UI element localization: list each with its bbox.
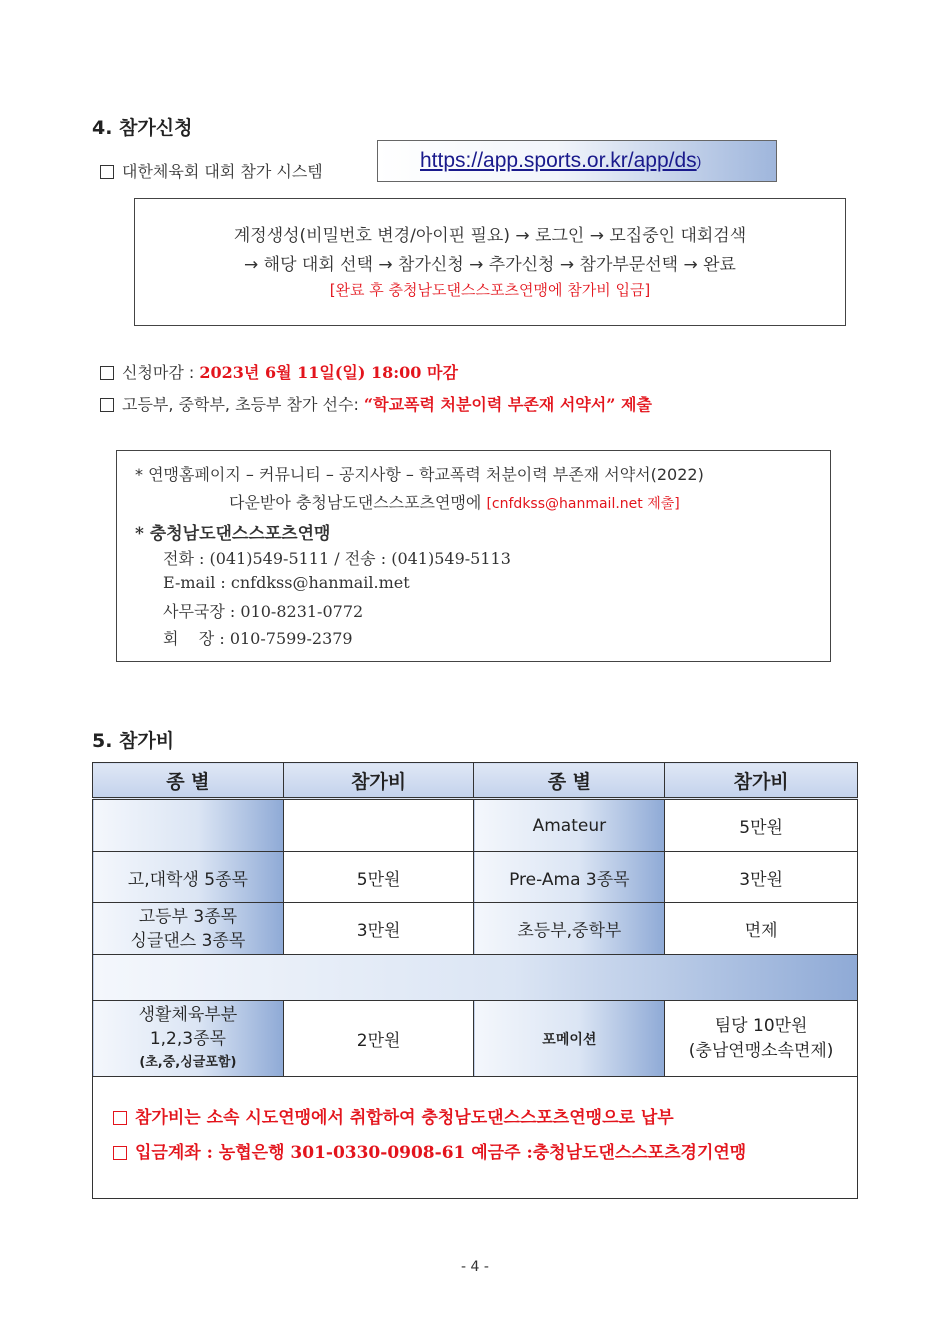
cell-line: 팀당 10만원 — [714, 1015, 808, 1036]
cell-category: 초등부,중학부 — [474, 903, 665, 955]
procedure-note: [완료 후 충청남도댄스스포츠연맹에 참가비 입금] — [329, 281, 651, 299]
cell-category: Amateur — [474, 799, 665, 852]
cell-category: 포메이션 — [474, 1001, 665, 1077]
deadline-line — [100, 360, 458, 383]
cell-line: (충남연맹소속면제) — [688, 1040, 834, 1061]
players-line — [100, 392, 652, 415]
players-value: “학교폭력 처분이력 부존재 서약서” 제출 — [363, 395, 652, 414]
cell-fee: 5만원 — [283, 852, 474, 903]
table-row — [93, 799, 858, 852]
procedure-line-2: → 해당 대회 선택 → 참가신청 → 추가신청 → 참가부문선택 → 완료 — [244, 255, 736, 275]
org-president: 회 장 : 010-7599-2379 — [163, 629, 353, 648]
checkbox-bullet-icon — [100, 165, 114, 179]
page-number: - 4 - — [461, 1259, 489, 1275]
table-notes-row — [93, 1077, 858, 1199]
fee-table — [92, 762, 858, 1199]
procedure-line-1: 계정생성(비밀번호 변경/아이핀 필요) → 로그인 → 모집중인 대회검색 — [233, 226, 747, 246]
cell-category: 고,대학생 5종목 — [93, 852, 284, 903]
procedure-box — [134, 198, 846, 326]
checkbox-bullet-icon — [113, 1111, 127, 1125]
section-5-title: 5. 참가비 — [92, 730, 175, 752]
table-row — [93, 852, 858, 903]
cell-line: 1,2,3종목 — [149, 1028, 226, 1049]
info-line-2-text: 다운받아 충청남도댄스스포츠연맹에 — [229, 493, 487, 512]
notes-cell — [93, 1077, 858, 1199]
cell-category: Pre-Ama 3종목 — [474, 852, 665, 903]
table-row — [93, 903, 858, 955]
cell-fee: 2만원 — [283, 1001, 474, 1077]
cell-line: 싱글댄스 3종목 — [130, 930, 246, 951]
cell-fee: 3만원 — [665, 852, 858, 903]
cell-fee: 면제 — [665, 903, 858, 955]
cell-category — [93, 903, 284, 955]
header-category-1: 종 별 — [93, 763, 284, 799]
deadline-value: 2023년 6월 11일(일) 18:00 마감 — [199, 363, 458, 382]
info-email-note: [cnfdkss@hanmail.net 제출] — [486, 496, 680, 512]
players-label: 고등부, 중학부, 초등부 참가 선수: — [122, 395, 364, 414]
checkbox-bullet-icon — [113, 1146, 127, 1160]
org-phone: 전화 : (041)549-5111 / 전송 : (041)549-5113 — [163, 549, 511, 568]
info-line-1: * 연맹홈페이지 – 커뮤니티 – 공지사항 – 학교폭력 처분이력 부존재 서약서(2022) — [135, 465, 704, 484]
header-fee-2: 참가비 — [665, 763, 858, 799]
cell-line: 생활체육부분 — [138, 1004, 238, 1025]
org-email: E-mail : cnfdkss@hanmail.met — [163, 573, 410, 592]
org-name: * 충청남도댄스스포츠연맹 — [135, 524, 331, 544]
note-2-text: 입금계좌 : 농협은행 301-0330-0908-61 예금주 :충청남도댄스스포츠경기연맹 — [135, 1143, 747, 1163]
sports-system-link[interactable]: https://app.sports.or.kr/app/ds — [420, 149, 697, 172]
note-2 — [113, 1138, 857, 1163]
cell-line: (초,중,싱글포함) — [139, 1054, 237, 1070]
checkbox-bullet-icon — [100, 366, 114, 380]
deadline-label: 신청마감 : — [122, 363, 200, 382]
cell-category — [93, 799, 284, 852]
note-1 — [113, 1103, 857, 1128]
cell-category — [93, 1001, 284, 1077]
header-category-2: 종 별 — [474, 763, 665, 799]
section-4-title: 4. 참가신청 — [92, 117, 193, 139]
header-fee-1: 참가비 — [283, 763, 474, 799]
note-1-text: 참가비는 소속 시도연맹에서 취합하여 충청남도댄스스포츠연맹으로 납부 — [135, 1108, 674, 1128]
url-box — [377, 140, 777, 182]
cell-line: 고등부 3종목 — [138, 906, 238, 927]
info-line-2 — [229, 490, 680, 513]
system-label-line — [100, 159, 323, 182]
cell-fee: 5만원 — [665, 799, 858, 852]
separator-cell — [93, 955, 858, 1001]
org-secretary: 사무국장 : 010-8231-0772 — [163, 602, 364, 621]
system-label: 대한체육회 대회 참가 시스템 — [122, 162, 323, 181]
info-box — [116, 450, 831, 662]
cell-fee — [283, 799, 474, 852]
cell-fee: 3만원 — [283, 903, 474, 955]
table-row — [93, 1001, 858, 1077]
checkbox-bullet-icon — [100, 398, 114, 412]
cell-fee — [665, 1001, 858, 1077]
url-tail: ) — [696, 153, 702, 169]
table-header-row — [93, 763, 858, 799]
table-separator-row — [93, 955, 858, 1001]
